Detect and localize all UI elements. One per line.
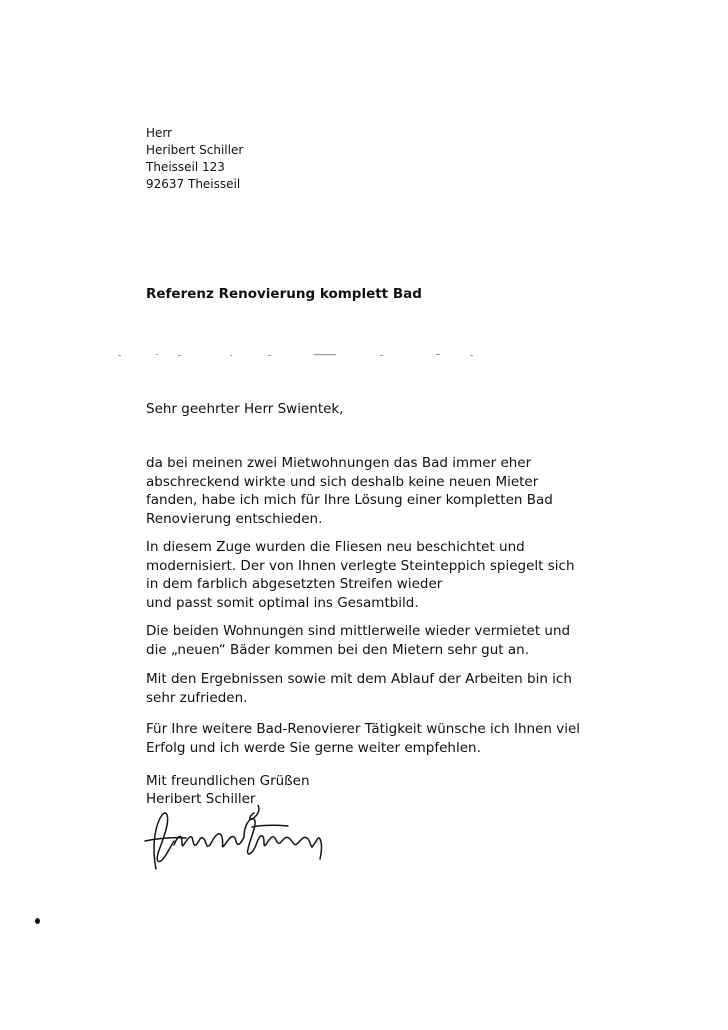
paragraph-line: fanden, habe ich mich für Ihre Lösung einer kompletten Bad <box>146 492 553 508</box>
paragraph-line: die „neuen“ Bäder kommen bei den Mietern sehr gut an. <box>146 641 529 658</box>
paragraph-line: abschreckend wirkte und sich deshalb keine neuen Mieter <box>146 473 539 490</box>
address-city: 92637 Theisseil <box>146 177 241 191</box>
body-paragraph-3 <box>146 622 570 659</box>
body-paragraph-4 <box>146 670 572 707</box>
body-paragraph-1 <box>146 454 553 528</box>
handwritten-signature <box>140 805 330 875</box>
letter-greeting: Sehr geehrter Herr Swientek, <box>146 401 344 417</box>
paragraph-line: und passt somit optimal ins Gesamtbild. <box>146 594 419 611</box>
paragraph-line: Renovierung entschieden. <box>146 510 323 527</box>
letter-subject: Referenz Renovierung komplett Bad <box>146 286 422 302</box>
address-street: Theisseil 123 <box>146 160 225 174</box>
paragraph-line: Erfolg und ich werde Sie gerne weiter empfehlen. <box>146 739 481 756</box>
paragraph-line: in dem farblich abgesetzten Streifen wieder <box>146 576 443 592</box>
paragraph-line: Die beiden Wohnungen sind mittlerweile wieder vermietet und <box>146 623 571 639</box>
address-name: Heribert Schiller <box>146 143 244 157</box>
letter-closing <box>146 772 310 808</box>
paragraph-line: sehr zufrieden. <box>146 689 248 706</box>
scan-mark-dot <box>35 918 40 924</box>
valediction: Mit freundlichen Grüßen <box>146 773 310 789</box>
signer-name: Heribert Schiller <box>146 791 256 807</box>
address-salutation: Herr <box>146 126 173 140</box>
body-paragraph-5 <box>146 720 580 757</box>
recipient-address <box>146 125 243 193</box>
paragraph-line: da bei meinen zwei Mietwohnungen das Bad immer eher <box>146 455 532 471</box>
scan-artifact-line <box>118 350 478 358</box>
paragraph-line: Mit den Ergebnissen sowie mit dem Ablauf der Arbeiten bin ich <box>146 671 572 687</box>
paragraph-line: modernisiert. Der von Ihnen verlegte Steinteppich spiegelt sich <box>146 557 575 574</box>
paragraph-line: Für Ihre weitere Bad-Renovierer Tätigkeit wünsche ich Ihnen viel <box>146 721 581 737</box>
body-paragraph-2 <box>146 538 575 612</box>
paragraph-line: In diesem Zuge wurden die Fliesen neu beschichtet und <box>146 539 525 555</box>
